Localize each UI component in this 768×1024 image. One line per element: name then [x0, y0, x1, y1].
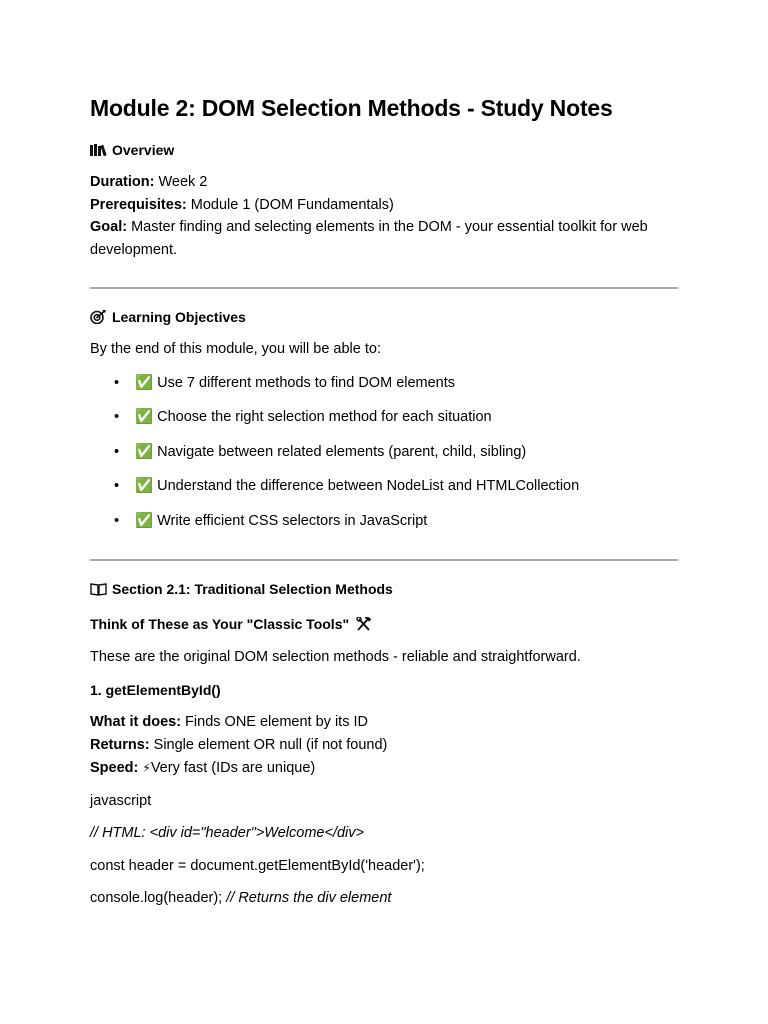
list-item: • ✅ Use 7 different methods to find DOM elements [114, 375, 456, 391]
objectives-intro: By the end of this module, you will be able to: [90, 341, 381, 357]
section-subheading: Think of These as Your "Classic Tools" [90, 616, 378, 632]
lightning-icon: ⚡ [142, 761, 151, 775]
check-mark-icon: ✅ [135, 375, 154, 391]
list-item: • ✅ Navigate between related elements (parent, child, sibling) [114, 444, 527, 460]
divider [90, 559, 678, 561]
what-it-does-line: What it does: Finds ONE element by its ID [90, 714, 368, 730]
check-mark-icon: ✅ [135, 444, 154, 460]
check-mark-icon: ✅ [135, 513, 154, 529]
books-icon [90, 143, 108, 157]
list-item: • ✅ Write efficient CSS selectors in JavaScript [114, 513, 428, 529]
method-title: 1. getElementById() [90, 682, 221, 698]
section-intro: These are the original DOM selection methods - reliable and straightforward. [90, 649, 581, 665]
section-heading: Section 2.1: Traditional Selection Methods [90, 581, 393, 597]
prerequisites-line: Prerequisites: Module 1 (DOM Fundamentals) [90, 197, 394, 213]
code-language-label: javascript [90, 793, 152, 809]
duration-line: Duration: Week 2 [90, 174, 208, 190]
target-icon [90, 310, 108, 324]
check-mark-icon: ✅ [135, 409, 154, 425]
page-title: Module 2: DOM Selection Methods - Study Notes [90, 95, 613, 121]
code-comment-line: // HTML: <div id="header">Welcome</div> [90, 825, 364, 841]
speed-line: Speed: ⚡Very fast (IDs are unique) [90, 760, 316, 776]
returns-line: Returns: Single element OR null (if not found) [90, 737, 388, 753]
overview-heading: Overview [90, 142, 174, 158]
goal-line: Goal: Master finding and selecting elements in the DOM - your essential toolkit for web [90, 219, 648, 235]
check-mark-icon: ✅ [135, 478, 154, 494]
code-line: console.log(header); // Returns the div element [90, 890, 392, 906]
divider [90, 287, 678, 289]
list-item: • ✅ Understand the difference between NodeList and HTMLCollection [114, 478, 580, 494]
objectives-heading: Learning Objectives [90, 309, 246, 325]
list-item: • ✅ Choose the right selection method for each situation [114, 409, 492, 425]
open-book-icon [90, 582, 108, 596]
hammer-and-wrench-icon [356, 617, 374, 631]
goal-line-continued: development. [90, 242, 178, 258]
code-line: const header = document.getElementById('header'); [90, 858, 425, 874]
